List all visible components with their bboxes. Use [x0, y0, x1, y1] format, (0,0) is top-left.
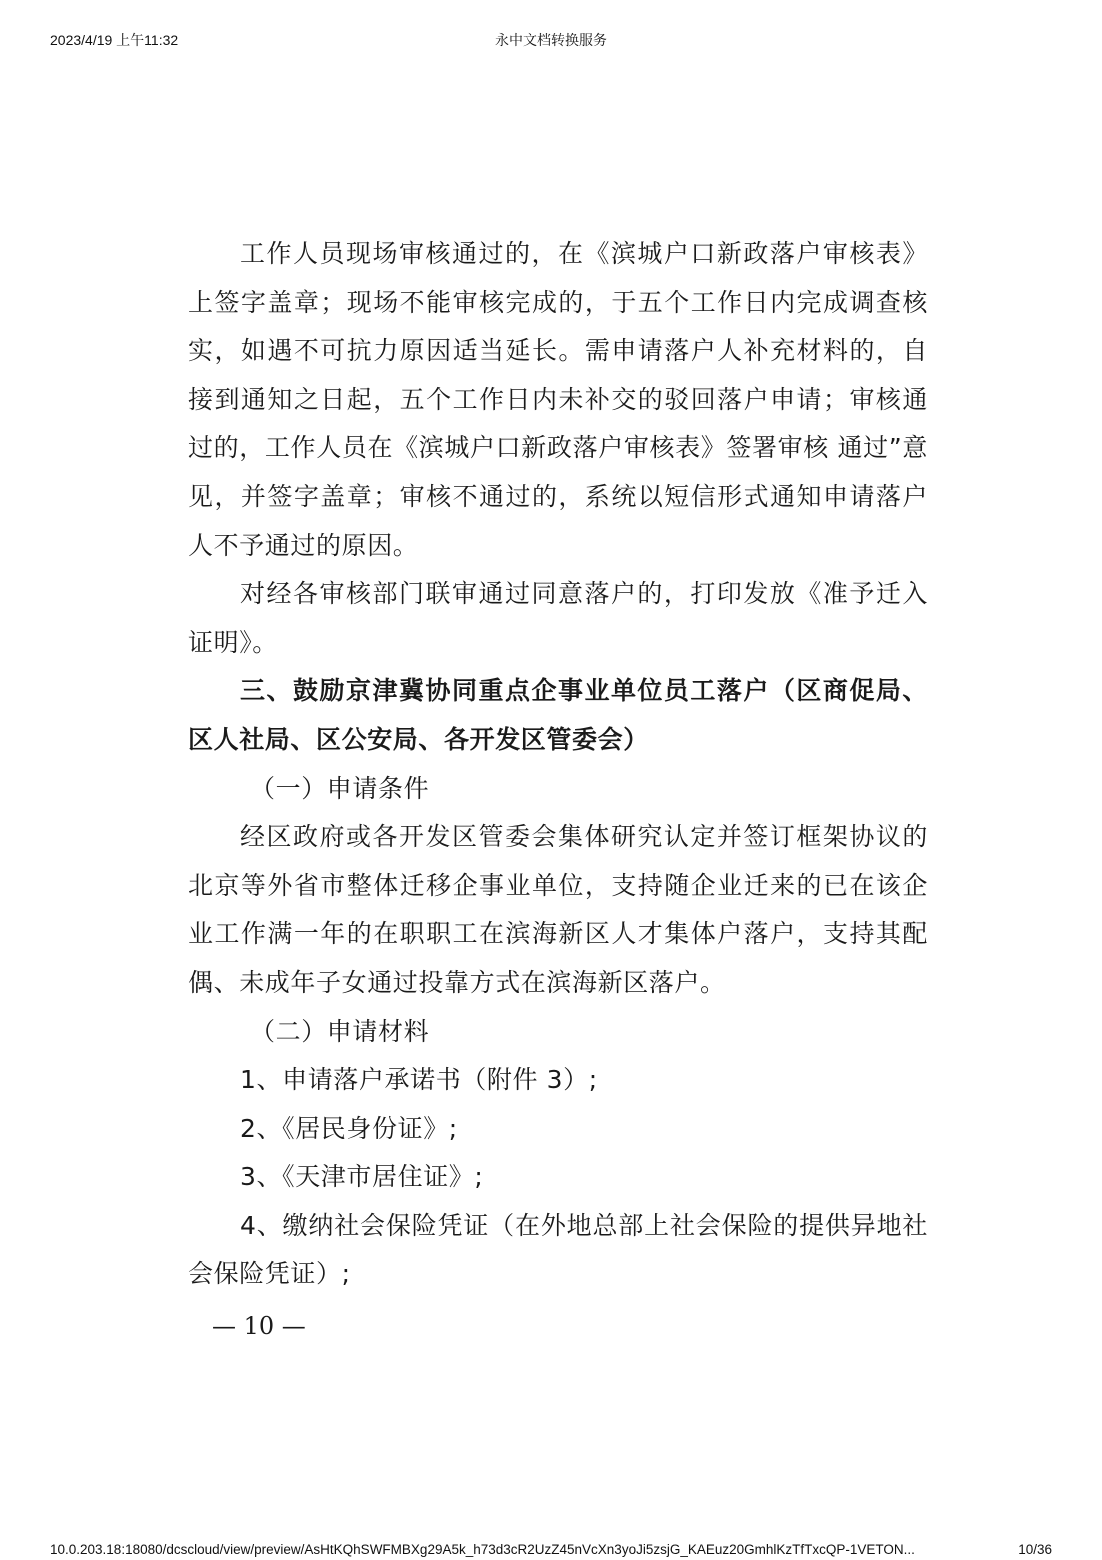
print-footer [0, 1542, 1102, 1560]
print-page-count: 10/36 [1018, 1542, 1052, 1557]
paragraph-review-process: 工作人员现场审核通过的，在《滨城户口新政落户审核表》上签字盖章；现场不能审核完成的，于五个工作日内完成调查核实，如遇不可抗力原因适当延长。需申请落户人补充材料的，自接到通知之日起，五个工作日内未补交的驳回落户申请；审核通过的，工作人员在《滨城户口新政落户审核表》签署审核 通过”意见，并签字盖章；审核不通过的，系统以短信形式通知申请落户人不予通过的原因。 [188, 239, 928, 560]
section-heading: 三、鼓励京津冀协同重点企事业单位员工落户（区商促局、区人社局、区公安局、各开发区管委会） [188, 676, 928, 754]
print-header [0, 28, 1102, 52]
paragraph-conditions: 经区政府或各开发区管委会集体研究认定并签订框架协议的北京等外省市整体迁移企事业单位，支持随企业迁来的已在该企业工作满一年的在职职工在滨海新区人才集体户落户，支持其配偶、未成年子女通过投靠方式在滨海新区落户。 [188, 822, 928, 997]
print-datetime: 2023/4/19 上午11:32 [50, 32, 179, 48]
subsection-materials-title: （二）申请材料 [250, 1016, 430, 1046]
print-service-name: 永中文档转换服务 [495, 32, 607, 48]
material-item-4: 4、缴纳社会保险凭证（在外地总部上社会保险的提供异地社会保险凭证）; [188, 1210, 928, 1289]
material-item-1: 1、申请落户承诺书（附件 3）; [240, 1065, 598, 1095]
subsection-conditions-title: （一）申请条件 [250, 773, 430, 803]
material-item-3: 3、《天津市居住证》; [240, 1162, 484, 1192]
paragraph-approval-certificate: 对经各审核部门联审通过同意落户的，打印发放《准予迁入证明》。 [188, 579, 928, 657]
material-item-2: 2、《居民身份证》; [240, 1113, 458, 1143]
page-number: — 10 — [212, 1312, 306, 1340]
document-body [188, 230, 928, 1299]
print-url: 10.0.203.18:18080/dcscloud/view/preview/AsHtKQhSWFMBXg29A5k_h73d3cR2UzZ45nVcXn3yoJi5zsjG_KAEuz20GmhlKzTfTxcQP-1VETON... [50, 1542, 915, 1557]
